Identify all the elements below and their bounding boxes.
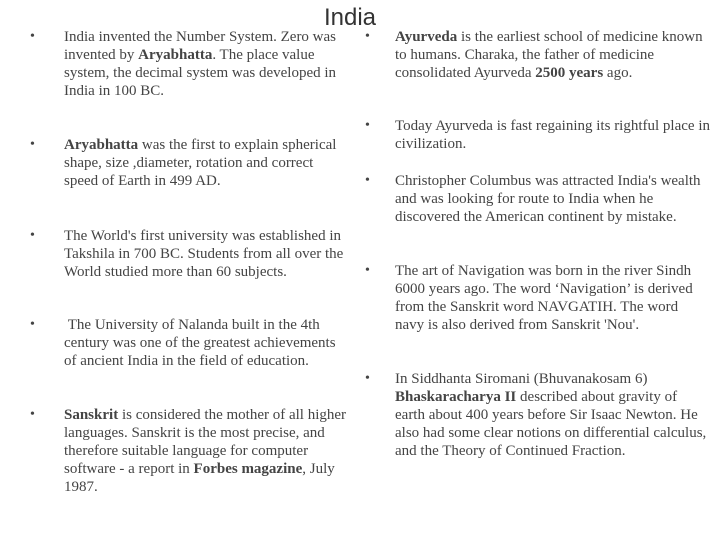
bullet-icon: •: [30, 29, 35, 44]
bullet-text: [395, 370, 710, 460]
bullet-icon: •: [30, 137, 35, 152]
bold-text-run: 2500 years: [535, 65, 604, 81]
bullet-text: [64, 316, 350, 370]
text-run: is the earliest school of medicine known to humans. Charaka, the father of medicine consolidated Ayurveda: [395, 29, 703, 81]
text-run: is considered the mother of all higher languages. Sanskrit is the most precise, and therefore suitable language for computer software - a report in: [64, 407, 347, 477]
text-run: The University of Nalanda built in the 4th century was one of the greatest achievements of ancient India in the field of education.: [64, 317, 340, 369]
text-run: was the first to explain spherical shape, size ,diameter, rotation and correct speed of Earth in 499 AD.: [64, 137, 337, 189]
text-run: . The place value system, the decimal system was developed in India in 100 BC.: [64, 47, 337, 99]
bold-text-run: Ayurveda: [395, 29, 458, 45]
text-run: described about gravity of earth about 400 years before Sir Isaac Newton. He also had some clear notions on differential calculus, and the Theory of Continued Fraction.: [395, 389, 707, 459]
bullet-text: [395, 28, 710, 82]
bullet-icon: •: [365, 263, 370, 278]
bullet-icon: •: [30, 317, 35, 332]
text-run: The World's first university was established in Takshila in 700 BC. Students from all over the World studied more than 60 subjects.: [64, 228, 344, 280]
bullet-icon: •: [365, 29, 370, 44]
bold-text-run: Forbes magazine: [193, 461, 303, 477]
text-run: The art of Navigation was born in the river Sindh 6000 years ago. The word ‘Navigation’ is derived from the Sanskrit word NAVGATIH. The word navy is also derived from Sanskrit 'Nou'.: [395, 263, 693, 333]
bullet-text: [395, 262, 710, 334]
text-run: In Siddhanta Siromani (Bhuvanakosam 6): [395, 371, 648, 387]
bullet-icon: •: [365, 371, 370, 386]
bullet-text: [395, 172, 710, 226]
bullet-icon: •: [365, 118, 370, 133]
text-run: ago.: [603, 65, 633, 81]
bold-text-run: Aryabhatta: [64, 137, 139, 153]
text-run: , July 1987.: [64, 461, 335, 495]
text-run: Christopher Columbus was attracted India's wealth and was looking for route to India when he discovered the American continent by mistake.: [395, 173, 701, 225]
slide-title: India: [323, 4, 377, 31]
bullet-text: [64, 406, 350, 496]
text-run: Today Ayurveda is fast regaining its rightful place in civilization.: [395, 118, 710, 152]
bullet-icon: •: [30, 228, 35, 243]
bullet-icon: •: [30, 407, 35, 422]
text-run: India invented the Number System. Zero was invented by: [64, 29, 337, 63]
bullet-text: [64, 28, 350, 100]
bold-text-run: Bhaskaracharya II: [395, 389, 517, 405]
bullet-text: [64, 136, 350, 190]
bold-text-run: Aryabhatta: [138, 47, 213, 63]
bold-text-run: Sanskrit: [64, 407, 119, 423]
bullet-text: [395, 117, 710, 153]
bullet-text: [64, 227, 350, 281]
bullet-icon: •: [365, 173, 370, 188]
